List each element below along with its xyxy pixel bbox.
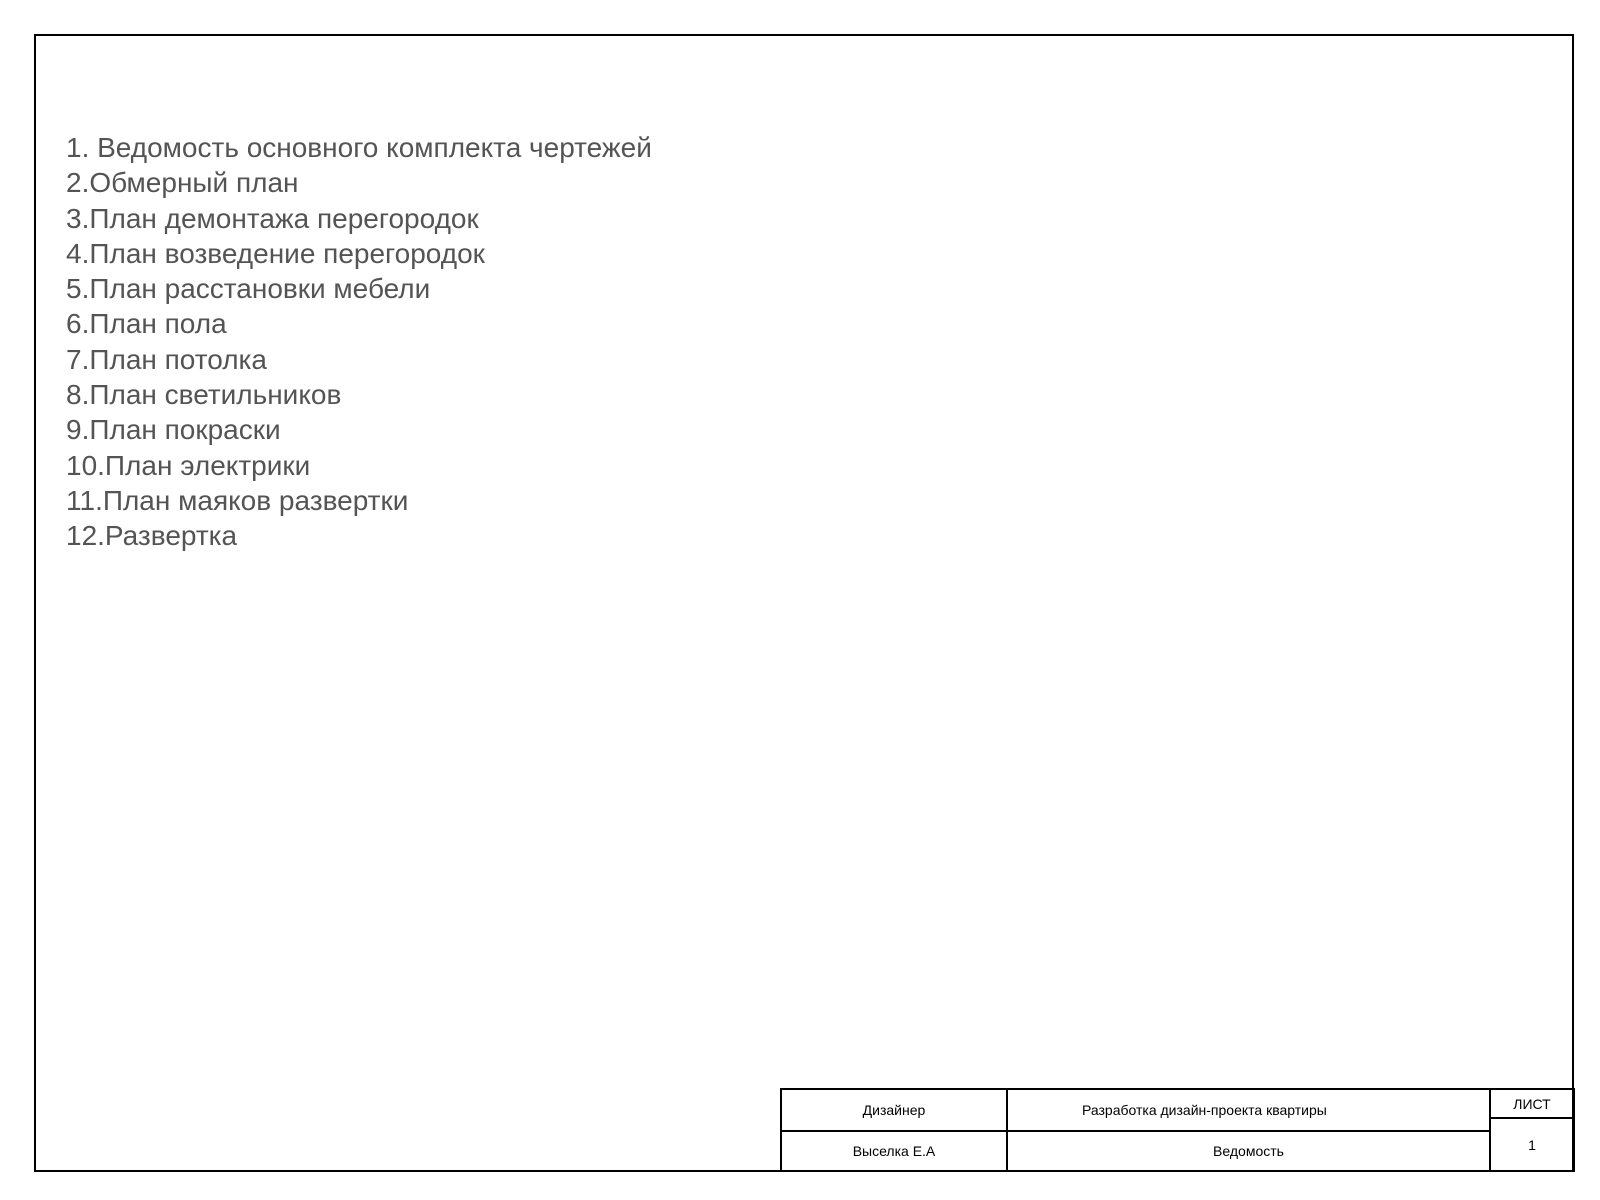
contents-item: 12.Развертка xyxy=(66,520,238,552)
sheet-title: Ведомость xyxy=(1006,1130,1491,1172)
sheet-label: ЛИСТ xyxy=(1489,1088,1575,1119)
contents-item: 4.План возведение перегородок xyxy=(66,237,485,269)
drawings-contents-list xyxy=(66,130,652,554)
contents-item: 7.План потолка xyxy=(66,343,267,375)
contents-item: 10.План электрики xyxy=(66,449,311,481)
project-title: Разработка дизайн-проекта квартиры xyxy=(1006,1088,1491,1132)
contents-item: 8.План светильников xyxy=(66,379,342,411)
contents-item: 6.План пола xyxy=(66,308,227,340)
title-block xyxy=(780,1088,1575,1172)
contents-item: 2.Обмерный план xyxy=(66,167,299,199)
contents-item: 11.План маяков развертки xyxy=(66,484,409,516)
contents-item: 1. Ведомость основного комплекта чертежей xyxy=(66,132,652,163)
designer-name: Выселка Е.А xyxy=(780,1130,1008,1172)
contents-item: 9.План покраски xyxy=(66,414,281,446)
sheet-number: 1 xyxy=(1489,1117,1575,1172)
contents-item: 5.План расстановки мебели xyxy=(66,273,431,305)
contents-item: 3.План демонтажа перегородок xyxy=(66,202,479,234)
designer-label: Дизайнер xyxy=(780,1088,1008,1132)
